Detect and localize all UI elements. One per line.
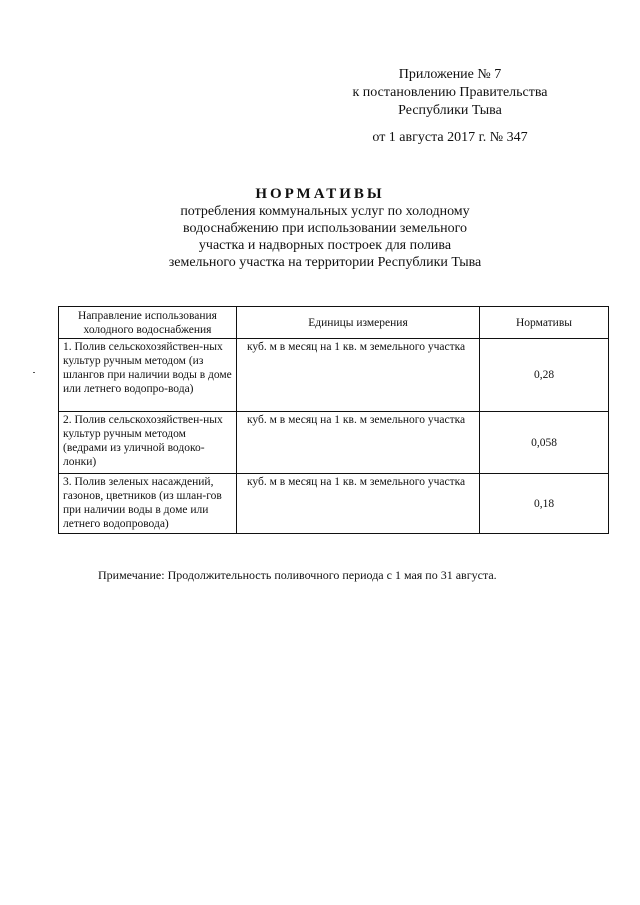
header-direction: Направление использования холодного водоснабжения bbox=[59, 307, 237, 339]
subtitle-line: участка и надворных построек для полива bbox=[198, 238, 452, 253]
appendix-line: Республики Тыва bbox=[398, 103, 502, 118]
header-unit: Единицы измерения bbox=[237, 307, 480, 339]
header-norm: Нормативы bbox=[480, 307, 609, 339]
cell-direction: 1. Полив сельскохозяйствен-ных культур ручным методом (из шлангов при наличии воды в доме или летнего водопро-вода) bbox=[59, 339, 237, 412]
appendix-block bbox=[300, 66, 600, 120]
norms-table bbox=[58, 306, 609, 534]
subtitle-line: земельного участка на территории Республики Тыва bbox=[168, 255, 482, 270]
table-row bbox=[59, 412, 609, 474]
scan-speck bbox=[33, 372, 35, 373]
cell-direction: 3. Полив зеленых насаждений, газонов, цветников (из шлан-гов при наличии воды в доме или летнего водопровода) bbox=[59, 474, 237, 534]
subtitle-line: водоснабжению при использовании земельного bbox=[183, 221, 467, 236]
table-header-row bbox=[59, 307, 609, 339]
table-row bbox=[59, 474, 609, 534]
document-subtitle bbox=[140, 203, 510, 271]
cell-direction: 2. Полив сельскохозяйствен-ных культур ручным методом (ведрами из уличной водоко-лонки) bbox=[59, 412, 237, 474]
appendix-line: к постановлению Правительства bbox=[352, 85, 548, 100]
footnote: Примечание: Продолжительность поливочного периода с 1 мая по 31 августа. bbox=[98, 568, 497, 582]
cell-unit: куб. м в месяц на 1 кв. м земельного участка bbox=[237, 412, 480, 474]
appendix-date: от 1 августа 2017 г. № 347 bbox=[372, 130, 528, 145]
appendix-line: Приложение № 7 bbox=[398, 67, 502, 82]
cell-unit: куб. м в месяц на 1 кв. м земельного участка bbox=[237, 474, 480, 534]
cell-norm: 0,058 bbox=[480, 412, 609, 474]
subtitle-line: потребления коммунальных услуг по холодному bbox=[180, 204, 470, 219]
cell-norm: 0,28 bbox=[480, 339, 609, 412]
cell-unit: куб. м в месяц на 1 кв. м земельного участка bbox=[237, 339, 480, 412]
table-row bbox=[59, 339, 609, 412]
cell-norm: 0,18 bbox=[480, 474, 609, 534]
document-title: НОРМАТИВЫ bbox=[255, 186, 385, 202]
